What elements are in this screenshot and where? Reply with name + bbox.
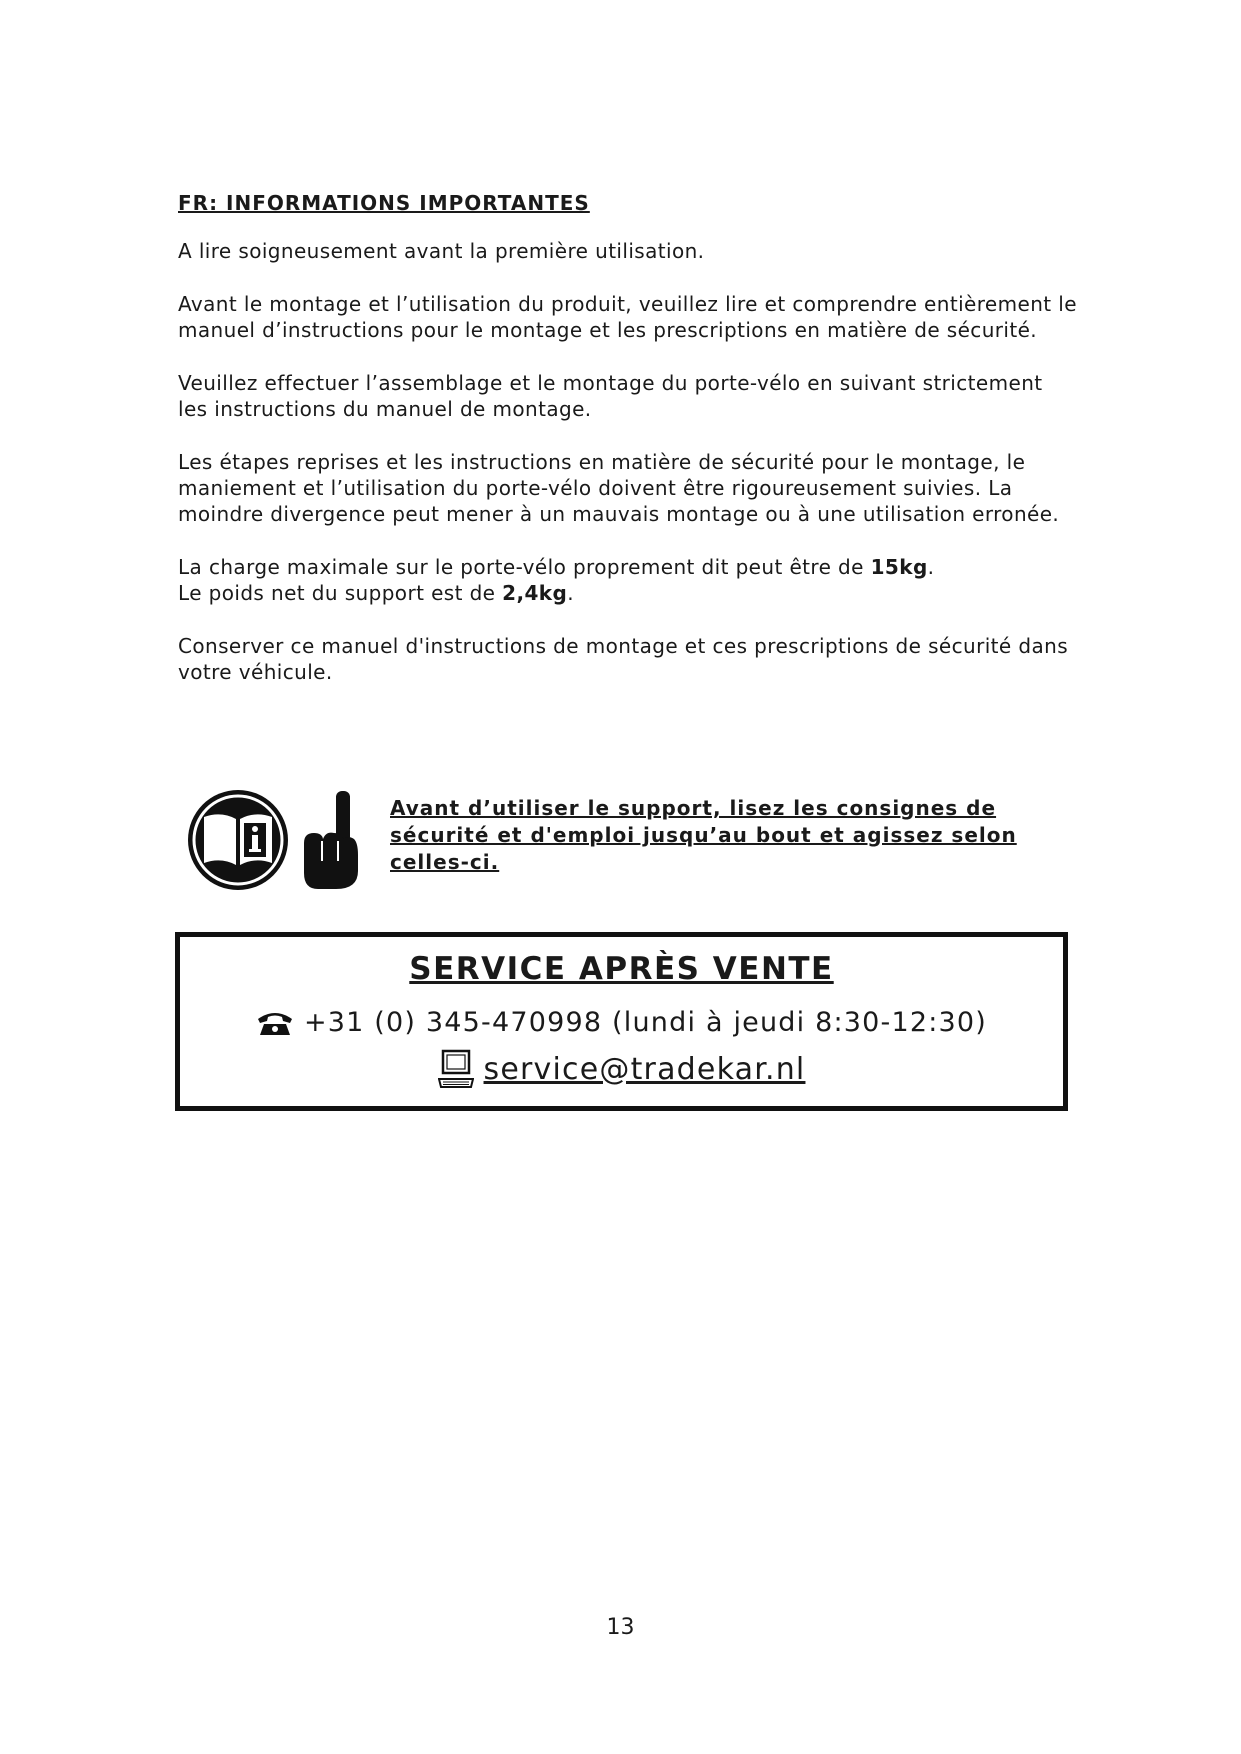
max-load-value: 15kg [870,555,928,579]
section-heading: FR: INFORMATIONS IMPORTANTES [178,191,590,215]
paragraph-conserve: Conserver ce manuel d'instructions de montage et ces prescriptions de sécurité dans votre véhicule. [178,634,1069,684]
net-weight-suffix: . [567,581,574,605]
notice-text: Avant d’utiliser le support, lisez les consignes de sécurité et d'emploi jusqu’au bout et agissez selon celles-ci. [390,796,1017,874]
telephone-icon [256,1009,294,1037]
paragraph-read-carefully: A lire soigneusement avant la première utilisation. [178,239,705,263]
paragraph-read-manual: Avant le montage et l’utilisation du produit, veuillez lire et comprendre entièrement le manuel d’instructions pour le montage et les prescriptions en matière de sécurité. [178,292,1077,342]
max-load-suffix: . [927,555,935,579]
service-title: SERVICE APRÈS VENTE [409,951,834,987]
important-information-section [178,190,1078,712]
service-phone-line [180,1007,1063,1038]
paragraph-assembly: Veuillez effectuer l’assemblage et le montage du porte-vélo en suivant strictement les instructions du manuel de montage. [178,371,1043,421]
notice-icons [186,785,366,895]
max-load-prefix: La charge maximale sur le porte-vélo proprement dit peut être de [178,555,871,579]
net-weight-prefix: Le poids net du support est de [178,581,503,605]
manual-info-icon [188,790,288,890]
computer-icon [438,1049,474,1089]
service-phone-number: +31 (0) 345-470998 (lundi à jeudi 8:30-12:30) [303,1007,988,1038]
after-sales-service-box [175,932,1068,1111]
safety-notice [186,785,1016,895]
pointing-finger-icon [304,791,358,889]
service-email-line [180,1049,1063,1089]
paragraph-load [178,554,1078,606]
service-email-link[interactable]: service@tradekar.nl [483,1051,806,1087]
paragraph-safety-steps: Les étapes reprises et les instructions en matière de sécurité pour le montage, le maniement et l’utilisation du porte-vélo doivent être rigoureusement suivies. La moindre divergence peut mener à un mauvais montage ou à une utilisation erronée. [178,450,1060,526]
page-number: 13 [606,1615,635,1640]
net-weight-value: 2,4kg [502,581,568,605]
